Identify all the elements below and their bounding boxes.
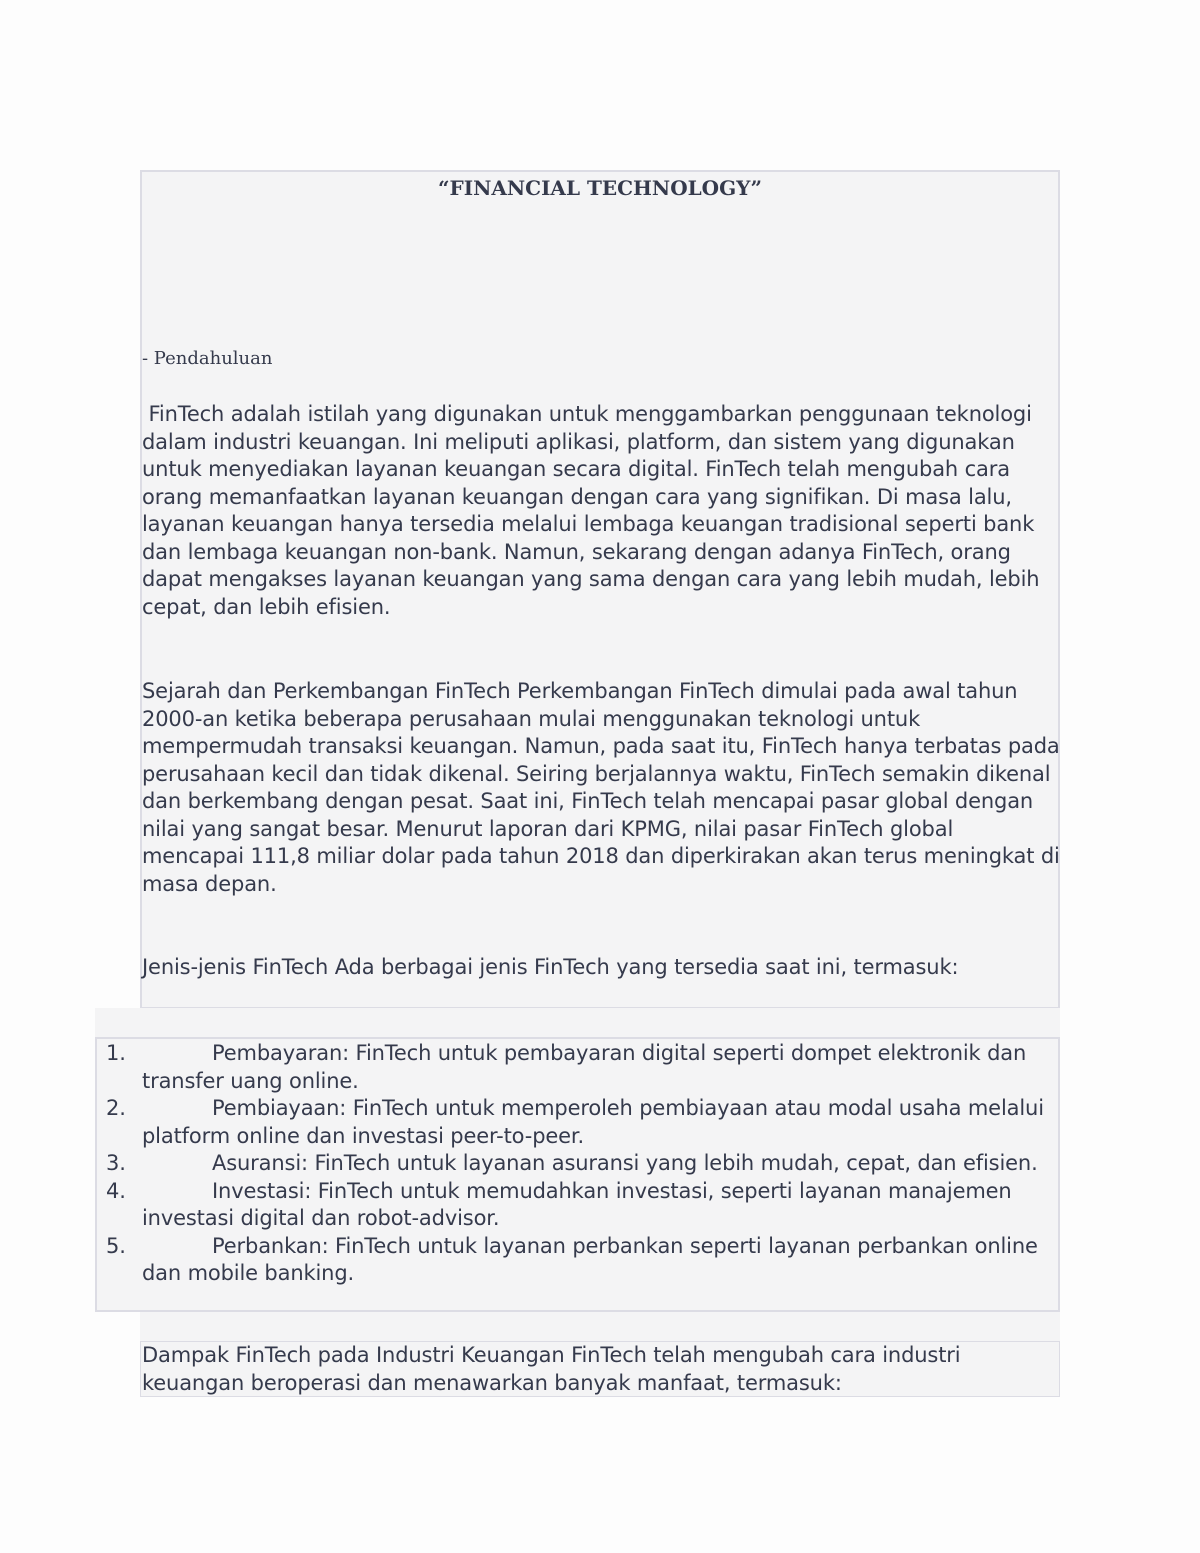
list-item-text: Pembiayaan: FinTech untuk memperoleh pembiayaan atau modal usaha melalui platform online dan investasi peer-to-peer. [142, 1096, 1044, 1148]
fintech-types-list [97, 1040, 1062, 1288]
list-item-number: 1. [106, 1041, 126, 1065]
list-item-number: 4. [106, 1178, 126, 1203]
section-gap [140, 1312, 1060, 1341]
list-item [97, 1040, 1062, 1095]
section-label: - Pendahuluan [142, 348, 273, 369]
paragraph-history: Sejarah dan Perkembangan FinTech Perkembangan FinTech dimulai pada awal tahun 2000-an ketika beberapa perusahaan mulai menggunakan teknologi untuk mempermudah transaksi keuangan. Namun, pada saat itu, FinTech hanya terbatas pada perusahaan kecil dan tidak dikenal. Seiring berjalannya waktu, FinTech semakin dikenal dan berkembang dengan pesat. Saat ini, FinTech telah mencapai pasar global dengan nilai yang sangat besar. Menurut laporan dari KPMG, nilai pasar FinTech global mencapai 111,8 miliar dolar pada tahun 2018 dan diperkirakan akan terus meningkat di masa depan. [142, 679, 1067, 896]
impact-section [140, 1341, 1060, 1397]
list-item-text: Perbankan: FinTech untuk layanan perbankan seperti layanan perbankan online dan mobile banking. [142, 1233, 1038, 1285]
intro-section [140, 170, 1067, 1008]
paragraph-impact: Dampak FinTech pada Industri Keuangan FinTech telah mengubah cara industri keuangan beroperasi dan menawarkan banyak manfaat, termasuk: [142, 1343, 961, 1395]
list-item [97, 1150, 1062, 1178]
list-item [97, 1233, 1062, 1288]
list-item-number: 5. [106, 1233, 126, 1258]
fintech-types-list-section [95, 1037, 1060, 1312]
section-gap [95, 1008, 1060, 1037]
list-item-text: Pembayaran: FinTech untuk pembayaran digital seperti dompet elektronik dan transfer uang online. [142, 1041, 1027, 1093]
list-item [97, 1178, 1062, 1233]
paragraph-intro: FinTech adalah istilah yang digunakan untuk menggambarkan penggunaan teknologi dalam industri keuangan. Ini meliputi aplikasi, platform, dan sistem yang digunakan untuk menyediakan layanan keuangan secara digital. FinTech telah mengubah cara orang memanfaatkan layanan keuangan dengan cara yang signifikan. Di masa lalu, layanan keuangan hanya tersedia melalui lembaga keuangan tradisional seperti bank dan lembaga keuangan non-bank. Namun, sekarang dengan adanya FinTech, orang dapat mengakses layanan keuangan yang sama dengan cara yang lebih mudah, lebih cepat, dan lebih efisien. [142, 402, 1046, 619]
list-item [97, 1095, 1062, 1150]
list-item-text: Investasi: FinTech untuk memudahkan investasi, seperti layanan manajemen investasi digital dan robot-advisor. [142, 1178, 1012, 1230]
paragraph-types-intro: Jenis-jenis FinTech Ada berbagai jenis FinTech yang tersedia saat ini, termasuk: [142, 955, 959, 979]
document-title: “FINANCIAL TECHNOLOGY” [438, 176, 762, 200]
list-item-text: Asuransi: FinTech untuk layanan asuransi yang lebih mudah, cepat, dan efisien. [212, 1151, 1038, 1175]
list-item-number: 2. [106, 1096, 126, 1120]
list-item-number: 3. [106, 1151, 126, 1175]
